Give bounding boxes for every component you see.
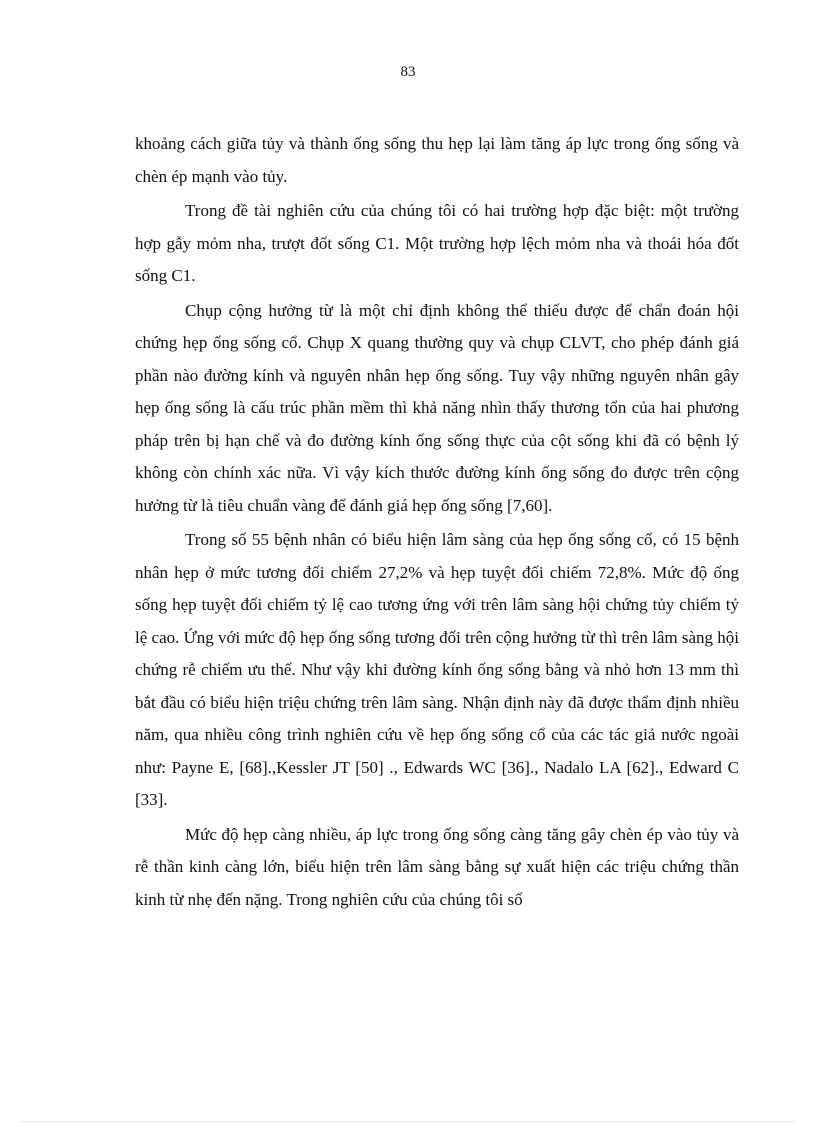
paragraph-patient-results: Trong số 55 bệnh nhân có biểu hiện lâm sàng của hẹp ống sống cổ, có 15 bệnh nhân hẹp ở mức tương đối chiếm 27,2% và hẹp tuyệt đối chiếm 72,8%. Mức độ ống sống hẹp tuyệt đối chiếm tỷ lệ cao tương ứng với trên lâm sàng hội chứng tủy chiếm tỷ lệ cao. Ứng với mức độ hẹp ống sống tương đối trên cộng hưởng từ thì trên lâm sàng hội chứng rễ chiếm ưu thế. Như vậy khi đường kính ống sống bằng và nhỏ hơn 13 mm thì bắt đầu có biểu hiện triệu chứng trên lâm sàng. Nhận định này đã được thẩm định nhiều năm, qua nhiều công trình nghiên cứu về hẹp ống sống cổ của các tác giả nước ngoài như: Payne E, [68].,Kessler JT [50] ., Edwards WC [36]., Nadalo LA [62]., Edward C [33]. <box>135 530 739 809</box>
paragraph-continuation: khoảng cách giữa tủy và thành ống sống thu hẹp lại làm tăng áp lực trong ống sống và chèn ép mạnh vào tủy. <box>135 134 739 186</box>
paragraph-stenosis-severity: Mức độ hẹp càng nhiều, áp lực trong ống sống càng tăng gây chèn ép vào tủy và rễ thần kinh càng lớn, biểu hiện trên lâm sàng bằng sự xuất hiện các triệu chứng thần kinh từ nhẹ đến nặng. Trong nghiên cứu của chúng tôi số <box>135 824 739 909</box>
paragraph-mri-diagnosis: Chụp cộng hưởng từ là một chỉ định không thể thiếu được để chẩn đoán hội chứng hẹp ống sống cổ. Chụp X quang thường quy và chụp CLVT, cho phép đánh giá phần nào đường kính và nguyên nhân hẹp ống sống. Tuy vậy những nguyên nhân gây hẹp ống sống là cấu trúc phần mềm thì khả năng nhìn thấy thương tổn của hai phương pháp trên bị hạn chế và đo đường kính ống sống thực của cột sống khi đã có bệnh lý không còn chính xác nữa. Vì vậy kích thước đường kính ống sống đo được trên cộng hưởng từ là tiêu chuẩn vàng để đánh giá hẹp ống sống [7,60]. <box>135 300 739 515</box>
paragraph-special-cases: Trong đề tài nghiên cứu của chúng tôi có hai trường hợp đặc biệt: một trường hợp gẫy mỏm nha, trượt đốt sống C1. Một trường hợp lệch mỏm nha và thoái hóa đốt sống C1. <box>135 201 739 285</box>
page-bottom-divider <box>20 1121 796 1122</box>
document-body <box>135 128 739 918</box>
page-number: 83 <box>400 64 416 80</box>
